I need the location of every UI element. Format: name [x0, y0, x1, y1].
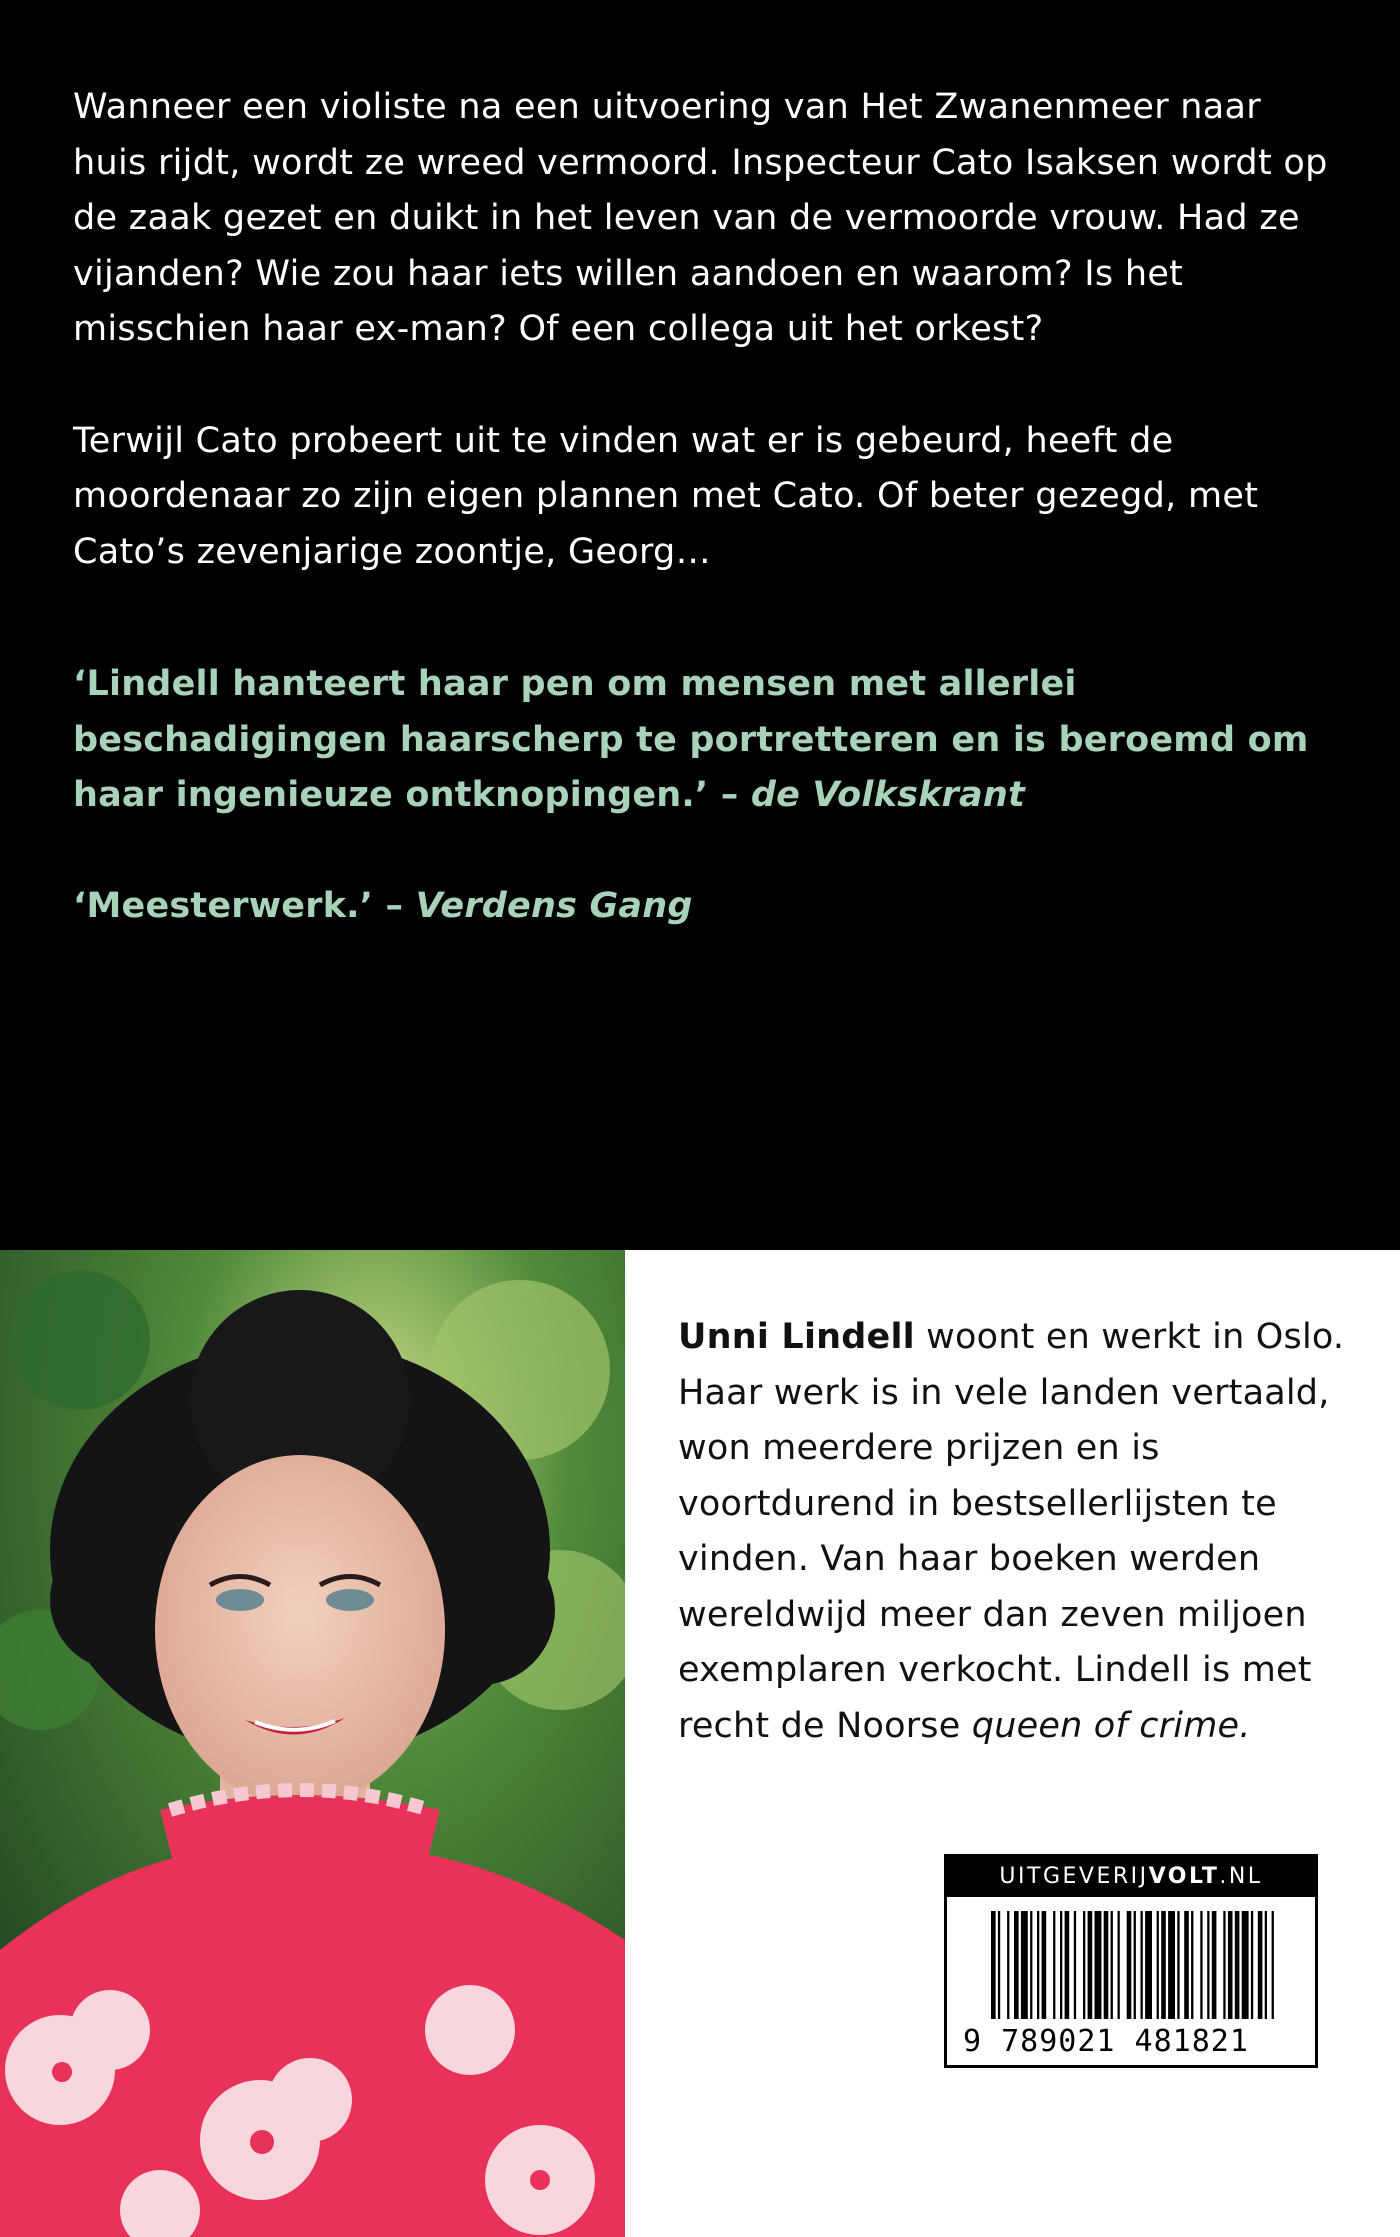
review-quotes: [73, 657, 1363, 934]
barcode-bar: [1074, 1911, 1076, 2019]
publisher-url: [947, 1857, 1315, 1897]
barcode-bar: [1060, 1911, 1062, 2019]
barcode-bar: [1235, 1911, 1240, 2019]
barcode-bar: [1088, 1911, 1093, 2019]
cover-bottom-panel: [0, 1250, 1400, 2237]
quote-source: Verdens Gang: [415, 885, 693, 926]
barcode-bar: [1212, 1911, 1217, 2019]
barcode-bar: [991, 1911, 996, 2019]
blurb: [73, 80, 1333, 580]
barcode-bar: [1251, 1911, 1253, 2019]
isbn-digits: 9 789021 481821: [963, 2024, 1249, 2059]
barcode-bar: [1014, 1911, 1019, 2019]
quote-text: ‘Meesterwerk.’ –: [73, 885, 416, 926]
bio-text: woont en werkt in Oslo. Haar werk is in vele landen vertaald, won meerdere prijzen en is voortdurend in bestsellerlijsten te vinden. Van haar boeken werden wereldwijd meer dan zeven miljoen exemplaren verkocht. Lindell is met recht de Noorse: [678, 1317, 1345, 1746]
publisher-name: VOLT: [1148, 1864, 1220, 1889]
barcode-bar: [998, 1911, 1000, 2019]
barcode-bar: [1030, 1911, 1032, 2019]
barcode-bar: [1258, 1911, 1263, 2019]
barcode-bar: [1083, 1911, 1085, 2019]
barcode-bar: [1111, 1911, 1113, 2019]
review-quote: [73, 657, 1363, 824]
barcode-bar: [1007, 1911, 1009, 2019]
barcode-bar: [1065, 1911, 1070, 2019]
quote-source: de Volkskrant: [750, 775, 1025, 815]
blurb-paragraph-2: Terwijl Cato probeert uit te vinden wat er is gebeurd, heeft de moordenaar zo zijn eigen plannen met Cato. Of beter gezegd, met Cato’s zevenjarige zoontje, Georg…: [73, 420, 1259, 572]
publisher-prefix: UITGEVERIJ: [999, 1864, 1149, 1889]
barcode-bar: [1037, 1911, 1039, 2019]
barcode-bar: [1053, 1911, 1055, 2019]
review-quote: [73, 879, 1363, 935]
barcode-bar: [1191, 1911, 1193, 2019]
bio-emphasis: queen of crime.: [971, 1705, 1251, 1746]
barcode-bar: [1118, 1911, 1120, 2019]
barcode-bar: [1134, 1911, 1136, 2019]
blurb-paragraph-1: Wanneer een violiste na een uitvoering van Het Zwanenmeer naar huis rijdt, wordt ze wreed vermoord. Inspecteur Cato Isaksen wordt op de zaak gezet en duikt in het leven van de vermoorde vrouw. Had ze vijanden? Wie zou haar iets willen aandoen en waarom? Is het misschien haar ex-man? Of een collega uit het orkest?: [73, 87, 1328, 349]
barcode-bar: [1161, 1911, 1166, 2019]
barcode-bar: [1157, 1911, 1159, 2019]
barcode-bar: [1095, 1911, 1102, 2019]
barcode-bar: [1021, 1911, 1028, 2019]
barcode-bar: [1223, 1911, 1225, 2019]
publisher-suffix: .NL: [1219, 1864, 1263, 1889]
barcode-bar: [1127, 1911, 1132, 2019]
author-bio: [678, 1310, 1368, 1754]
barcode-bar: [1265, 1911, 1267, 2019]
isbn-barcode: [944, 1854, 1318, 2068]
barcode-bar: [1168, 1911, 1175, 2019]
author-photo: [0, 1250, 625, 2237]
quote-text: ‘Lindell hanteert haar pen om mensen met allerlei beschadigingen haarscherp te portretteren en is beroemd om haar ingenieuze ontknopingen.’ –: [73, 664, 1309, 815]
author-name: Unni Lindell: [678, 1317, 915, 1357]
barcode-bar: [1104, 1911, 1109, 2019]
barcode-bar: [1184, 1911, 1189, 2019]
barcode-bar: [1141, 1911, 1143, 2019]
barcode-bar: [1228, 1911, 1233, 2019]
barcode-bar: [1200, 1911, 1202, 2019]
barcode-bar: [1177, 1911, 1179, 2019]
barcode-bar: [1207, 1911, 1209, 2019]
barcode-bar: [1242, 1911, 1249, 2019]
barcode-bar: [1145, 1911, 1152, 2019]
barcode-bars: [991, 1911, 1281, 2019]
barcode-bar: [1272, 1911, 1274, 2019]
barcode-bar: [1042, 1911, 1047, 2019]
